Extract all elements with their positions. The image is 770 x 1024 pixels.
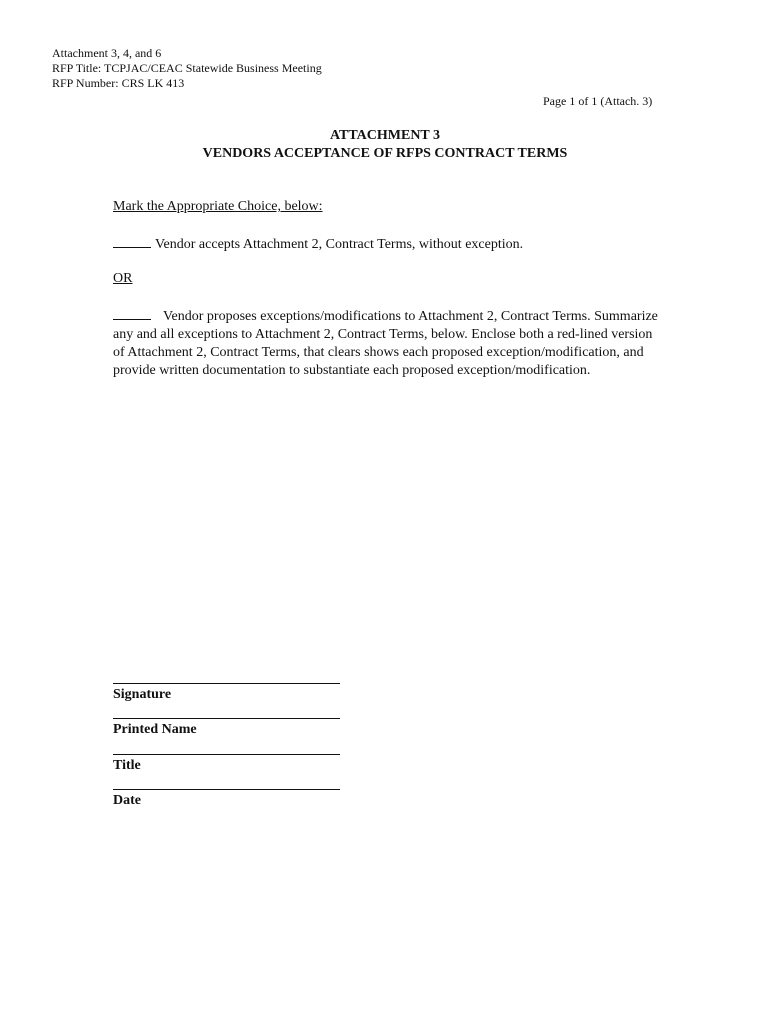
printed-name-field[interactable]: [113, 718, 340, 739]
form-heading: VENDORS ACCEPTANCE OF RFPS CONTRACT TERMS: [202, 146, 568, 161]
document-header: [52, 46, 322, 91]
date-line: [113, 789, 340, 790]
accept-option: [113, 234, 523, 254]
title-field[interactable]: [113, 754, 340, 775]
page-indicator: Page 1 of 1 (Attach. 3): [543, 94, 653, 108]
title-label: Title: [113, 758, 141, 773]
title-line: [113, 754, 340, 755]
exceptions-option: [113, 306, 661, 380]
attachments-reference: Attachment 3, 4, and 6: [52, 46, 162, 60]
signature-label: Signature: [113, 687, 172, 702]
date-label: Date: [113, 793, 141, 808]
signature-line: [113, 683, 340, 684]
rfp-number: RFP Number: CRS LK 413: [52, 76, 185, 90]
accept-checkbox-blank[interactable]: [113, 234, 151, 248]
or-separator: OR: [113, 271, 133, 286]
date-field[interactable]: [113, 789, 340, 810]
accept-option-text: Vendor accepts Attachment 2, Contract Terms, without exception.: [155, 237, 524, 252]
printed-name-label: Printed Name: [113, 722, 197, 737]
printed-name-line: [113, 718, 340, 719]
exceptions-option-text: Vendor proposes exceptions/modifications to Attachment 2, Contract Terms. Summarize any and all exceptions to Attachment 2, Contract Terms, below. Enclose both a red-lined version of Attachment 2, Contract Terms, that clears shows each proposed exception/modification, and provide written documentation to substantiate each proposed exception/modification.: [113, 309, 658, 378]
signature-field[interactable]: [113, 683, 340, 704]
rfp-title: RFP Title: TCPJAC/CEAC Statewide Business Meeting: [52, 61, 322, 75]
exceptions-checkbox-blank[interactable]: [113, 306, 151, 320]
document-title: [0, 127, 770, 163]
choice-instruction: Mark the Appropriate Choice, below:: [113, 199, 323, 214]
attachment-heading: ATTACHMENT 3: [329, 128, 441, 143]
